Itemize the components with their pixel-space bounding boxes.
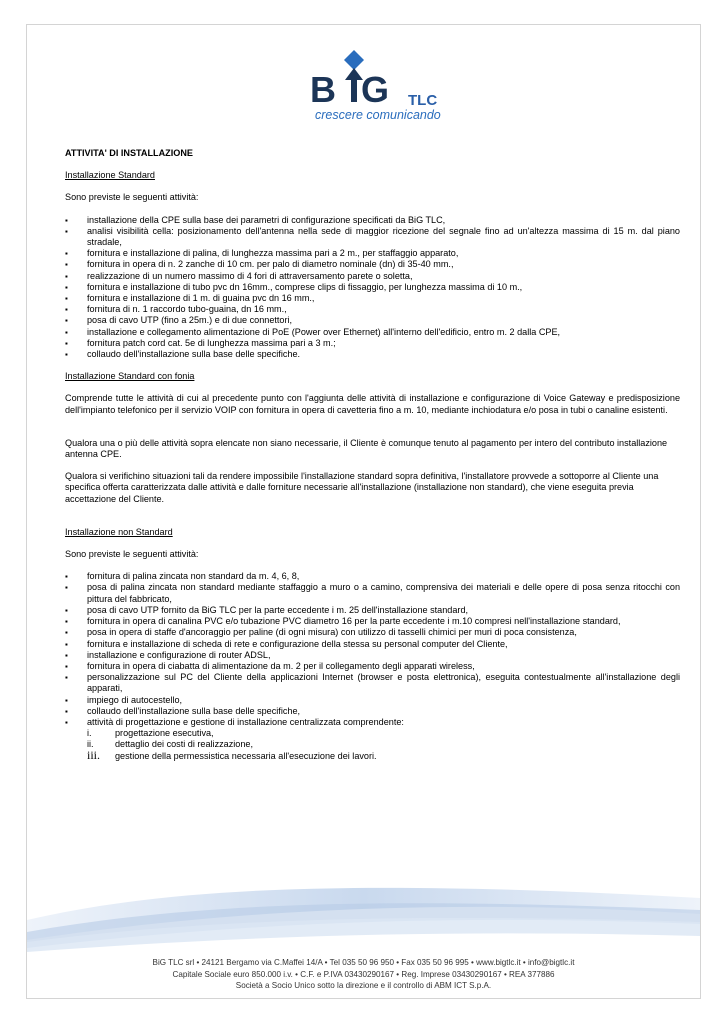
sublist-item: [87, 739, 680, 750]
list-item: ▪ fornitura in opera di n. 2 zanche di 10 cm. per palo di diametro nominale (dn) di 35-40 mm.,: [65, 259, 680, 270]
note-payment: Qualora una o più delle attività sopra elencate non siano necessarie, il Cliente è comunque tenuto al pagamento per intero del contributo installazione antenna CPE.: [65, 437, 668, 460]
list-item: ▪ fornitura e installazione di palina, di lunghezza massima pari a 2 m., per staffaggio apparato,: [65, 248, 680, 259]
list-item: ▪ installazione e configurazione di router ADSL,: [65, 650, 680, 661]
list-item: ▪ impiego di autocestello,: [65, 695, 680, 706]
sublist-text: gestione della permessistica necessaria all'esecuzione dei lavori.: [115, 750, 377, 761]
note-nonstandard-offer: Qualora si verifichino situazioni tali da rendere impossibile l'installazione standard sopra definitiva, l'installatore provvede a sottoporre al Cliente una specifica offerta caratterizzata dalle attività e dalle forniture necessarie all'installazione (installazione non standard), che viene eseguita previa accettazione del Cliente.: [65, 471, 659, 504]
list-item: ▪ fornitura e installazione di tubo pvc dn 16mm., comprese clips di fissaggio, per lunghezza massima di 10 m.,: [65, 282, 680, 293]
footer-company-line: BiG TLC srl • 24121 Bergamo via C.Maffei 14/A • Tel 035 50 96 950 • Fax 035 50 96 995 • www.bigtlc.it • info@bigtlc.it: [152, 958, 575, 967]
spacer: [65, 181, 680, 192]
list-item: ▪ fornitura patch cord cat. 5e di lunghezza massima pari a 3 m.;: [65, 338, 680, 349]
logo-tlc: TLC: [408, 92, 438, 109]
list-item: ▪ fornitura di palina zincata non standard da m. 4, 6, 8,: [65, 571, 680, 582]
list-item: ▪ fornitura e installazione di 1 m. di guaina pvc dn 16 mm.,: [65, 293, 680, 304]
centralized-install-sublist: [65, 728, 680, 762]
sublist-number: i.: [87, 728, 92, 739]
spacer: [65, 382, 680, 393]
list-item: ▪ posa di cavo UTP fornito da BiG TLC per la parte eccedente i m. 25 dell'installazione standard,: [65, 605, 680, 616]
page-title: ATTIVITA' DI INSTALLAZIONE: [65, 148, 193, 158]
sublist-number: ii.: [87, 739, 94, 750]
logo-wordmark: B G: [310, 69, 391, 110]
footer-wave-decoration: [27, 880, 700, 952]
spacer: [65, 416, 680, 438]
standard-intro: Sono previste le seguenti attività:: [65, 192, 199, 203]
list-item: ▪ fornitura di n. 1 raccordo tubo-guaina, dn 16 mm.,: [65, 304, 680, 315]
section-heading-fonia: Installazione Standard con fonia: [65, 371, 195, 382]
list-item: ▪ collaudo dell'installazione sulla base delle specifiche,: [65, 706, 680, 717]
footer-registry-line: Capitale Sociale euro 850.000 i.v. • C.F. e P.IVA 03430290167 • Reg. Imprese 03430290167 • REA 377886: [172, 969, 555, 979]
sublist-number: iii.: [87, 747, 101, 762]
spacer: [65, 505, 680, 527]
big-tlc-logo: [310, 48, 440, 126]
spacer: [65, 204, 680, 215]
list-item: ▪ fornitura in opera di ciabatta di alimentazione da m. 2 per il collegamento degli apparati wireless,: [65, 661, 680, 672]
footer-ownership-line: Società a Socio Unico sotto la direzione e il controllo di ABM ICT S.p.A.: [235, 981, 492, 990]
logo-arrow-icon: [341, 50, 367, 102]
list-item: ▪ collaudo dell'installazione sulla base delle specifiche.: [65, 349, 680, 360]
list-item: ▪ fornitura in opera di canalina PVC e/o tubazione PVC diametro 16 per la parte eccedente i m.10 compresi nell'installazione standard,: [65, 616, 680, 627]
list-item: ▪ posa di palina zincata non standard mediante staffaggio a muro o a camino, comprensiva dei materiali e delle opere di posa senza ritocchi con pittura del fabbricato,: [65, 582, 680, 604]
list-item: ▪ attività di progettazione e gestione di installazione centralizzata comprendente:: [65, 717, 680, 728]
list-item: ▪ analisi visibilità cella: posizionamento dell'antenna nella sede di maggior ricezione del segnale fino ad un'altezza massima di 15 m. dal piano stradale,: [65, 226, 680, 248]
spacer: [65, 538, 680, 549]
spacer: [65, 360, 680, 371]
list-item: ▪ posa in opera di staffe d'ancoraggio per paline (di ogni misura) con utilizzo di tasselli chimici per muri di poca consistenza,: [65, 627, 680, 638]
list-item: ▪ personalizzazione sul PC del Cliente della applicazioni Internet (browser e posta elettronica), eseguita contestualmente all'installazione degli apparati,: [65, 672, 680, 694]
spacer: [65, 159, 680, 170]
document-body: [65, 148, 680, 762]
standard-activity-list: [65, 215, 680, 361]
section-heading-nonstandard: Installazione non Standard: [65, 526, 173, 537]
sublist-text: dettaglio dei costi di realizzazione,: [115, 739, 254, 750]
footer: [27, 957, 700, 992]
logo-tagline: crescere comunicando: [315, 108, 441, 122]
list-item: ▪ realizzazione di un numero massimo di 4 fori di attraversamento parete o soletta,: [65, 271, 680, 282]
spacer: [65, 560, 680, 571]
sublist-item: [87, 728, 680, 739]
nonstandard-intro: Sono previste le seguenti attività:: [65, 549, 199, 560]
list-item: ▪ fornitura e installazione di scheda di rete e configurazione della stessa su personal computer del Cliente,: [65, 639, 680, 650]
list-item: ▪ installazione della CPE sulla base dei parametri di configurazione specificati da BiG TLC,: [65, 215, 680, 226]
nonstandard-activity-list: [65, 571, 680, 728]
list-item: ▪ installazione e collegamento alimentazione di PoE (Power over Ethernet) all'interno dell'edificio, entro m. 2 dalla CPE,: [65, 327, 680, 338]
section-heading-standard: Installazione Standard: [65, 170, 155, 181]
spacer: [65, 460, 680, 471]
sublist-text: progettazione esecutiva,: [115, 728, 214, 739]
list-item: ▪ posa di cavo UTP (fino a 25m.) e di due connettori,: [65, 315, 680, 326]
fonia-text: Comprende tutte le attività di cui al precedente punto con l'aggiunta delle attività di installazione e configurazione di Voice Gateway e predisposizione dell'impianto telefonico per il servizio VOIP con fornitura in opera di cavetteria fino a m. 10, mediante inchiodatura e/o posa in tubi o canaline esistenti.: [65, 393, 680, 415]
sublist-item: [87, 747, 680, 762]
